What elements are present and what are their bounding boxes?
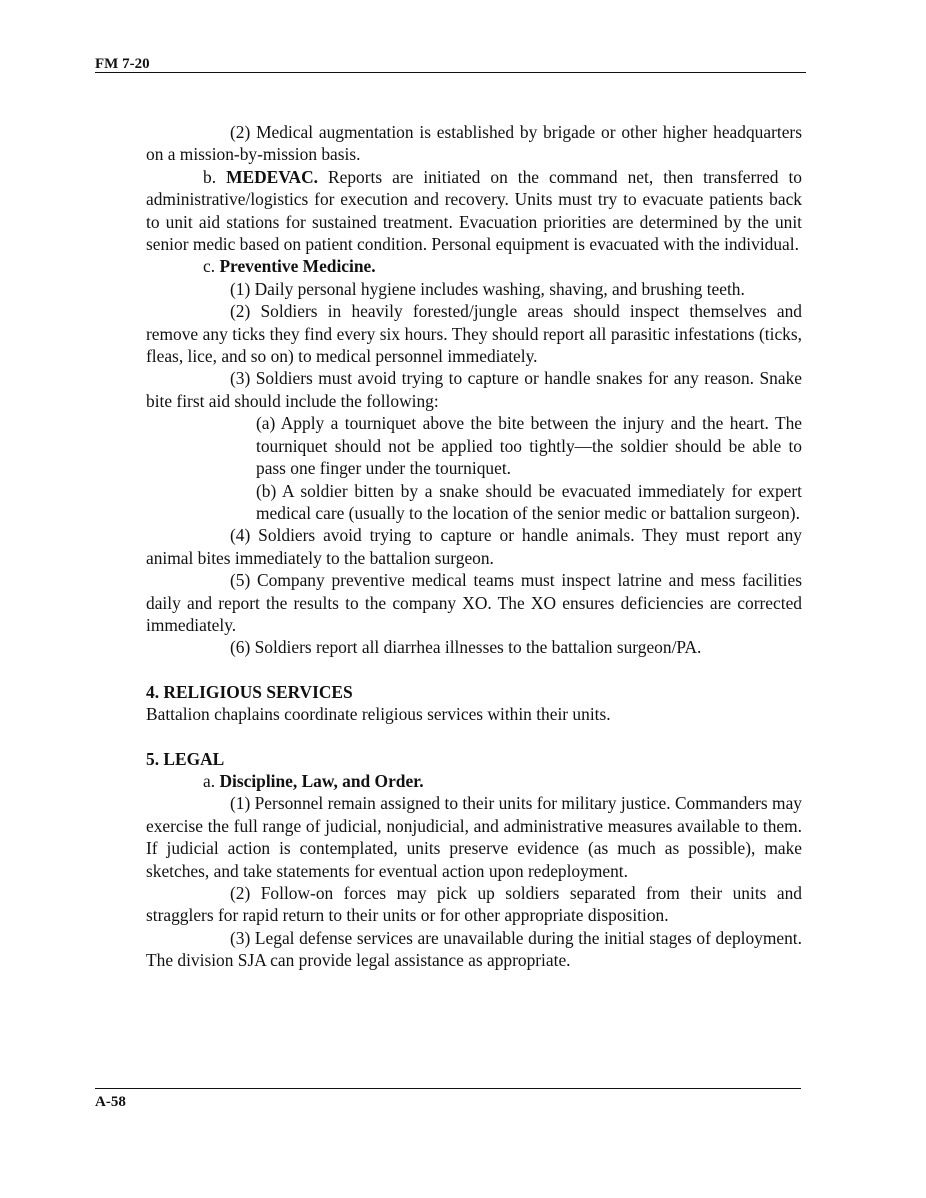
- medevac-prefix: b.: [203, 166, 217, 187]
- paragraph-ticks: (2) Soldiers in heavily forested/jungle areas should inspect themselves and remove any ticks they find every six hours. They should report all parasitic infestations (ticks, fleas, lice, and so on) to medical personnel immediately.: [146, 301, 802, 367]
- discipline-prefix: a.: [203, 770, 216, 791]
- paragraph-medical-augmentation: (2) Medical augmentation is established by brigade or other higher headquarters on a mission-by-mission basis.: [146, 122, 802, 165]
- preventive-title: Preventive Medicine.: [219, 256, 376, 277]
- page-number: A-58: [95, 1094, 126, 1110]
- paragraph-hygiene: (1) Daily personal hygiene includes washing, shaving, and brushing teeth.: [230, 278, 745, 299]
- paragraph-diarrhea: (6) Soldiers report all diarrhea illnesses to the battalion surgeon/PA.: [230, 637, 702, 658]
- medevac-text: Reports are initiated on the command net, then transferred to administrative/logistics for execution and recovery. Units must try to evacuate patients back to unit aid stations for sustained treatment. Evacuation priorities are determined by the unit senior medic based on patient condition. Personal equipment is evacuated with the individual.: [146, 166, 802, 255]
- subheading-discipline: [146, 770, 802, 792]
- paragraph-latrine: (5) Company preventive medical teams must inspect latrine and mess facilities daily and report the results to the company XO. The XO ensures deficiencies are corrected immediately.: [146, 570, 802, 635]
- page-body: [146, 121, 802, 972]
- paragraph-medevac: [146, 166, 802, 256]
- paragraph-follow-on-forces: (2) Follow-on forces may pick up soldiers separated from their units and stragglers for rapid return to their units or for other appropriate disposition.: [146, 883, 802, 926]
- preventive-prefix: c.: [203, 256, 216, 277]
- subheading-preventive-medicine: [146, 255, 802, 277]
- medevac-title: MEDEVAC.: [226, 166, 319, 187]
- paragraph-chaplains: Battalion chaplains coordinate religious services within their units.: [146, 704, 611, 725]
- footer-divider: [95, 1088, 801, 1089]
- paragraph-military-justice: (1) Personnel remain assigned to their units for military justice. Commanders may exercise the full range of judicial, nonjudicial, and administrative measures available to them. If judicial action is contemplated, units preserve evidence (as much as possible), make sketches, and take statements for eventual action upon redeployment.: [146, 793, 802, 881]
- paragraph-tourniquet: (a) Apply a tourniquet above the bite between the injury and the heart. The tourniquet should not be applied too tightly—the soldier should be able to pass one finger under the tourniquet.: [256, 413, 802, 479]
- paragraph-snakes: (3) Soldiers must avoid trying to capture or handle snakes for any reason. Snake bite first aid should include the following:: [146, 368, 802, 411]
- paragraph-snake-evacuation: (b) A soldier bitten by a snake should be evacuated immediately for expert medical care (usually to the location of the senior medic or battalion surgeon).: [256, 480, 802, 523]
- running-header: FM 7-20: [95, 56, 150, 72]
- paragraph-animals: (4) Soldiers avoid trying to capture or handle animals. They must report any animal bites immediately to the battalion surgeon.: [146, 525, 802, 568]
- paragraph-legal-defense: (3) Legal defense services are unavailable during the initial stages of deployment. The division SJA can provide legal assistance as appropriate.: [146, 927, 802, 971]
- heading-legal: 5. LEGAL: [146, 748, 225, 769]
- discipline-title: Discipline, Law, and Order.: [219, 770, 424, 791]
- heading-religious-services: 4. RELIGIOUS SERVICES: [146, 681, 353, 702]
- header-divider: [95, 72, 806, 73]
